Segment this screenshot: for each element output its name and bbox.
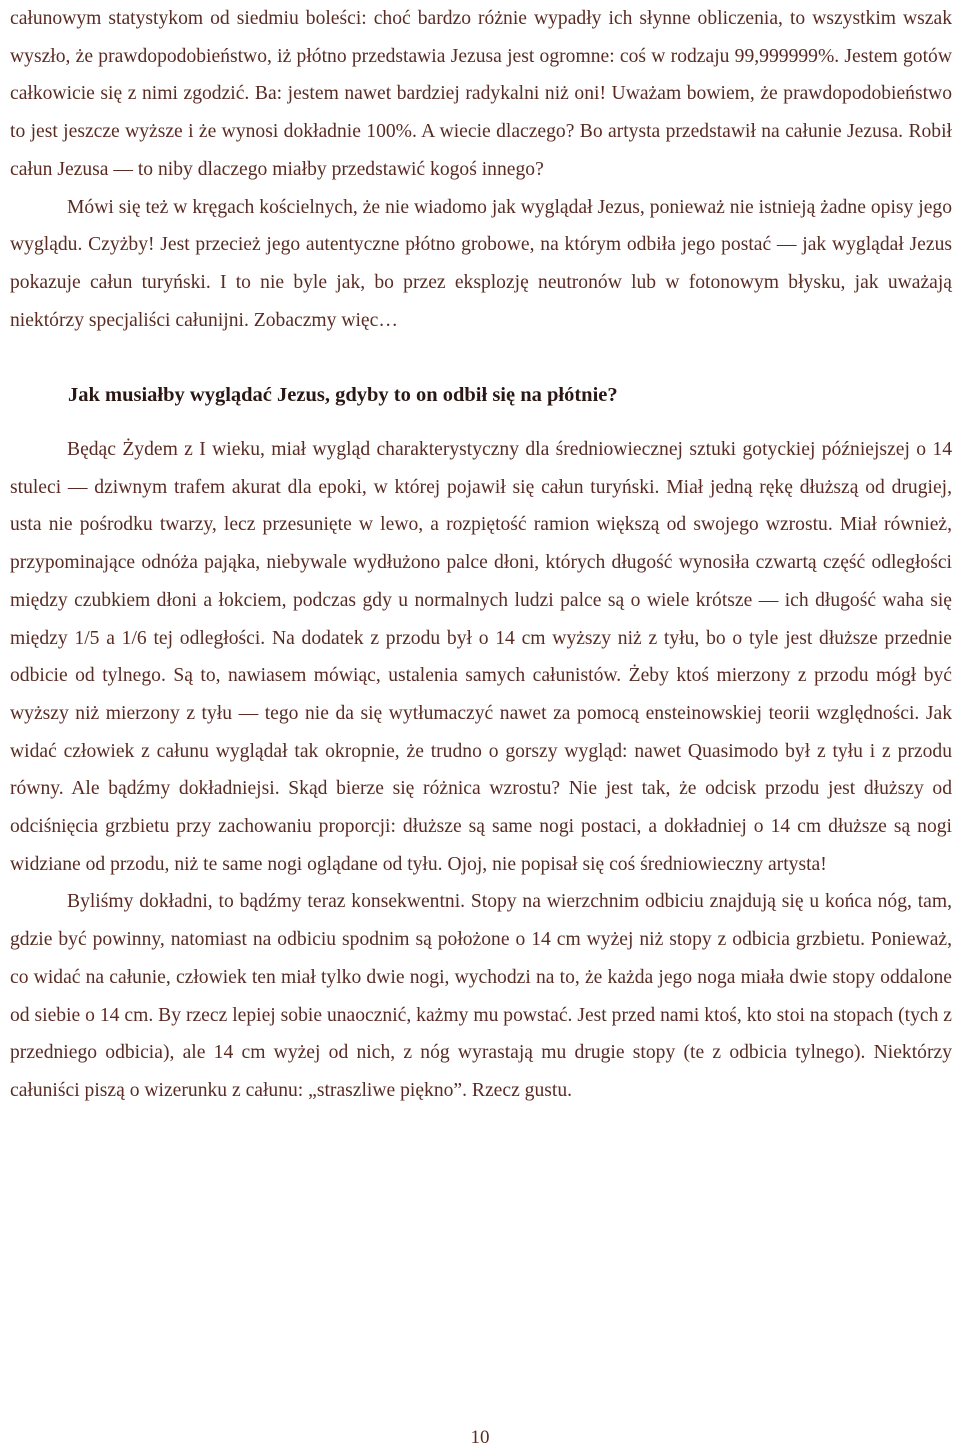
page-number: 10 xyxy=(470,1427,490,1448)
body-paragraph: całunowym statystykom od siedmiu boleści: choć bardzo różnie wypadły ich słynne obliczenia, to wszystkim wszak wyszło, że prawdopodobieństwo, iż płótno przedstawia Jezusa jest ogromne: coś w rodzaju 99,999999%. Jestem gotów całkowicie się z nimi zgodzić. Ba: jestem nawet bardziej radykalni niż oni! Uważam bowiem, że prawdopodobieństwo to jest jeszcze wyższe i że wynosi dokładnie 100%. A wiecie dlaczego? Bo artysta przedstawił na całunie Jezusa. Robił całun Jezusa — to niby dlaczego miałby przedstawić kogoś innego? xyxy=(10,8,952,180)
body-paragraph: Będąc Żydem z I wieku, miał wygląd charakterystyczny dla średniowiecznej sztuki gotyckiej późniejszej o 14 stuleci — dziwnym trafem akurat dla epoki, w której pojawił się całun turyński. Miał jedną rękę dłuższą od drugiej, usta nie pośrodku twarzy, lecz przesunięte w lewo, a rozpiętość ramion większą od swojego wzrostu. Miał również, przypominające odnóża pająka, niebywale wydłużono palce dłoni, których długość wynosiła czwartą część odległości między czubkiem dłoni a łokciem, podczas gdy u normalnych ludzi palce są o wiele krótsze — ich długość waha się między 1/5 a 1/6 tej odległości. Na dodatek z przodu był o 14 cm wyższy niż z tyłu, bo o tyle jest dłuższe przednie odbicie od tylnego. Są to, nawiasem mówiąc, ustalenia samych całunistów. Żeby ktoś mierzony z przodu mógł być wyższy niż mierzony z tyłu — tego nie da się wytłumaczyć nawet za pomocą ensteinowskiej teorii względności. Jak widać człowiek z całunu wyglądał tak okropnie, że trudno o gorszy wygląd: nawet Quasimodo był z tyłu i z przodu równy. Ale bądźmy dokładniejsi. Skąd bierze się różnica wzrostu? Nie jest tak, że odcisk przodu jest dłuższy od odciśnięcia grzbietu przy zachowaniu proporcji: dłuższe są same nogi postaci, a dokładniej o 14 cm dłuższe są nogi widziane od przodu, niż te same nogi oglądane od tyłu. Ojoj, nie popisał się coś średniowieczny artysta! xyxy=(10,439,952,875)
document-page xyxy=(10,0,952,1110)
body-paragraph: Byliśmy dokładni, to bądźmy teraz konsekwentni. Stopy na wierzchnim odbiciu znajdują się u końca nóg, tam, gdzie być powinny, natomiast na odbiciu spodnim są położone o 14 cm wyżej niż stopy z odbicia grzbietu. Ponieważ, co widać na całunie, człowiek ten miał tylko dwie nogi, wychodzi na to, że każda jego noga miała dwie stopy oddalone od siebie o 14 cm. By rzecz lepiej sobie unaocznić, każmy mu powstać. Jest przed nami ktoś, kto stoi na stopach (tych z przedniego odbicia), ale 14 cm wyżej od nich, z nóg wyrastają mu drugie stopy (te z odbicia tylnego). Niektórzy całuniści piszą o wizerunku z całunu: „straszliwe piękno”. Rzecz gustu. xyxy=(10,891,952,1101)
body-paragraph: Mówi się też w kręgach kościelnych, że nie wiadomo jak wyglądał Jezus, ponieważ nie istnieją żadne opisy jego wyglądu. Czyżby! Jest przecież jego autentyczne płótno grobowe, na którym odbiła jego postać — jak wyglądał Jezus pokazuje całun turyński. I to nie byle jak, bo przez eksplozję neutronów lub w fotonowym błysku, jak uważają niektórzy specjaliści całunijni. Zobaczmy więc… xyxy=(10,196,952,331)
section-heading: Jak musiałby wyglądać Jezus, gdyby to on odbił się na płótnie? xyxy=(68,384,618,407)
